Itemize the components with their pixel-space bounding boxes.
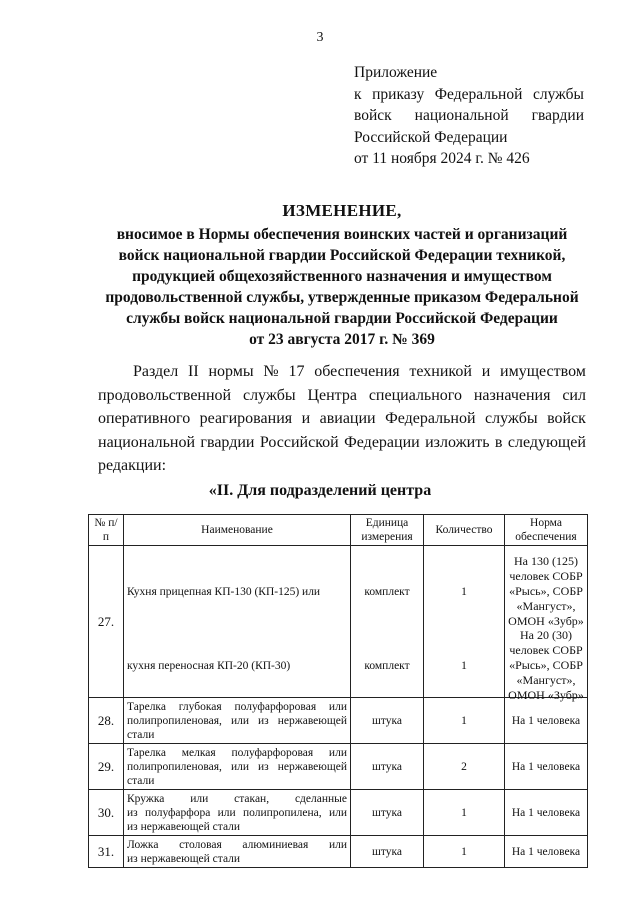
row-unit: комплект комплект <box>351 546 424 698</box>
row-unit: штука <box>351 790 424 836</box>
row-norm: На 1 человека <box>505 698 588 744</box>
row-unit: штука <box>351 744 424 790</box>
table-row <box>89 744 588 790</box>
row-number: 30. <box>89 790 124 836</box>
header-name: Наименование <box>124 515 351 546</box>
title-line: службы войск национальной гвардии Российской Федерации <box>126 310 558 327</box>
row-name: Кружка или стакан, сделанные из полуфарфора или полипропилена, или из нержавеющей стали <box>124 790 351 836</box>
appendix-line-3: войск национальной гвардии <box>354 107 584 124</box>
row-qty: 2 <box>424 744 505 790</box>
row-norm: На 1 человека <box>505 790 588 836</box>
row-qty: 1 1 <box>424 546 505 698</box>
appendix-date: от 11 ноября 2024 г. № 426 <box>354 150 530 167</box>
row-unit: штука <box>351 836 424 868</box>
row-number: 31. <box>89 836 124 868</box>
header-qty: Количество <box>424 515 505 546</box>
row-name: Ложка столовая алюминиевая или из нержавеющей стали <box>124 836 351 868</box>
appendix-label: Приложение <box>354 64 438 81</box>
table-row <box>89 546 588 698</box>
table-row <box>89 790 588 836</box>
table-header-row <box>89 515 588 546</box>
page-number: 3 <box>316 30 324 45</box>
title-line: войск национальной гвардии Российской Федерации техникой, <box>118 247 566 264</box>
row-qty: 1 <box>424 790 505 836</box>
title-line: продовольственной службы, утвержденные приказом Федеральной <box>105 289 579 306</box>
row-name: Тарелка глубокая полуфарфоровая или полипропиленовая, или из нержавеющей стали <box>124 698 351 744</box>
title-line: продукцией общехозяйственного назначения и имуществом <box>132 268 552 285</box>
row-norm: На 1 человека <box>505 744 588 790</box>
row-number: 28. <box>89 698 124 744</box>
title-heading: ИЗМЕНЕНИЕ, <box>282 201 402 220</box>
header-norm: Норма обеспечения <box>505 515 588 546</box>
table-row <box>89 836 588 868</box>
table-row <box>89 698 588 744</box>
body-line-4: национальной гвардии Российской Федерации изложить в следующей <box>98 433 586 451</box>
appendix-line-4: Российской Федерации <box>354 128 508 146</box>
header-num: № п/п <box>89 515 124 546</box>
title-line: вносимое в Нормы обеспечения воинских частей и организаций <box>116 226 568 243</box>
row-norm: На 130 (125) человек СОБР «Рысь», СОБР «Мангуст», ОМОН «Зубр» На 20 (30) человек СОБР «Рысь», СОБР «Мангуст», ОМОН «Зубр» <box>505 546 588 698</box>
body-line-2: продовольственной службы Центра специального назначения сил <box>98 386 586 404</box>
row-name: Тарелка мелкая полуфарфоровая или полипропиленовая, или из нержавеющей стали <box>124 744 351 790</box>
appendix-block <box>354 62 584 170</box>
row-name: Кухня прицепная КП-130 (КП-125) или кухня переносная КП-20 (КП-30) <box>124 546 351 698</box>
row-number: 27. <box>89 546 124 698</box>
body-line-5: редакции: <box>98 457 167 474</box>
row-qty: 1 <box>424 698 505 744</box>
row-unit: штука <box>351 698 424 744</box>
body-line-1: Раздел II нормы № 17 обеспечения техникой и имуществом <box>133 363 586 380</box>
title-line: от 23 августа 2017 г. № 369 <box>249 331 435 348</box>
norms-table <box>88 514 588 868</box>
row-qty: 1 <box>424 836 505 868</box>
body-line-3: оперативного реагирования и авиации Федеральной службы войск <box>98 410 586 427</box>
document-title <box>98 200 586 350</box>
row-number: 29. <box>89 744 124 790</box>
section-title: «II. Для подразделений центра <box>208 482 432 499</box>
row-norm: На 1 человека <box>505 836 588 868</box>
body-paragraph <box>98 360 586 478</box>
appendix-line-2: к приказу Федеральной службы <box>354 85 584 103</box>
header-unit: Единица измерения <box>351 515 424 546</box>
